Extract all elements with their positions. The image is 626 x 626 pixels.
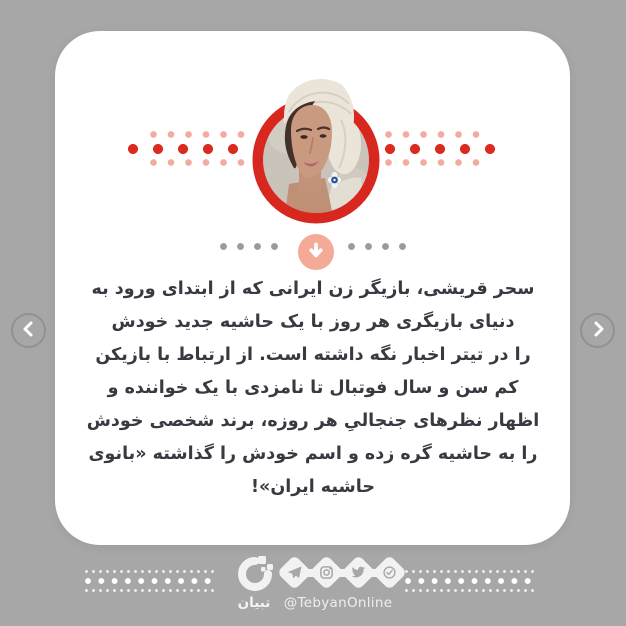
chevron-left-icon — [18, 318, 40, 343]
tebyan-logo-icon — [235, 556, 275, 600]
verified-check-icon — [372, 555, 407, 590]
footer-dots-left — [85, 570, 218, 592]
text-line: سحر قریشی، بازیگر زن ایرانی که از ابتدای ورود به — [91, 279, 535, 299]
arrow-down-icon — [303, 238, 329, 267]
twitter-icon — [341, 555, 376, 590]
chevron-right-icon — [587, 318, 609, 343]
download-button[interactable] — [298, 234, 334, 270]
telegram-icon — [277, 555, 312, 590]
text-line: را به حاشیه گره زده و اسم خودش را گذاشته «بانوی — [88, 444, 538, 464]
footer-dots-right — [405, 570, 538, 592]
gray-dots-right — [348, 243, 416, 250]
text-line: را در تیتر اخبار نگه داشته است. از ارتباط با بازیکن — [95, 345, 531, 365]
text-line: اظهار نظرهای جنجالیِ هر روزه، برند شخصی خودش — [86, 411, 540, 431]
tebyan-logo-text: تبیان — [237, 595, 271, 611]
text-line: دنیای بازیگری هر روز با یک حاشیه جدید خودش — [111, 312, 515, 332]
carousel-prev-button[interactable] — [11, 313, 46, 348]
instagram-icon — [309, 555, 344, 590]
profile-photo — [231, 70, 401, 250]
text-line: کم سن و سال فوتبال تا نامزدی با یک خواننده و — [107, 378, 519, 398]
carousel-next-button[interactable] — [580, 313, 615, 348]
text-line: حاشیه ایران»! — [251, 477, 375, 497]
caption-text — [78, 273, 548, 504]
social-handle: @TebyanOnline — [283, 595, 393, 611]
decorative-dots-right — [385, 144, 510, 154]
gray-dots-left — [220, 243, 288, 250]
